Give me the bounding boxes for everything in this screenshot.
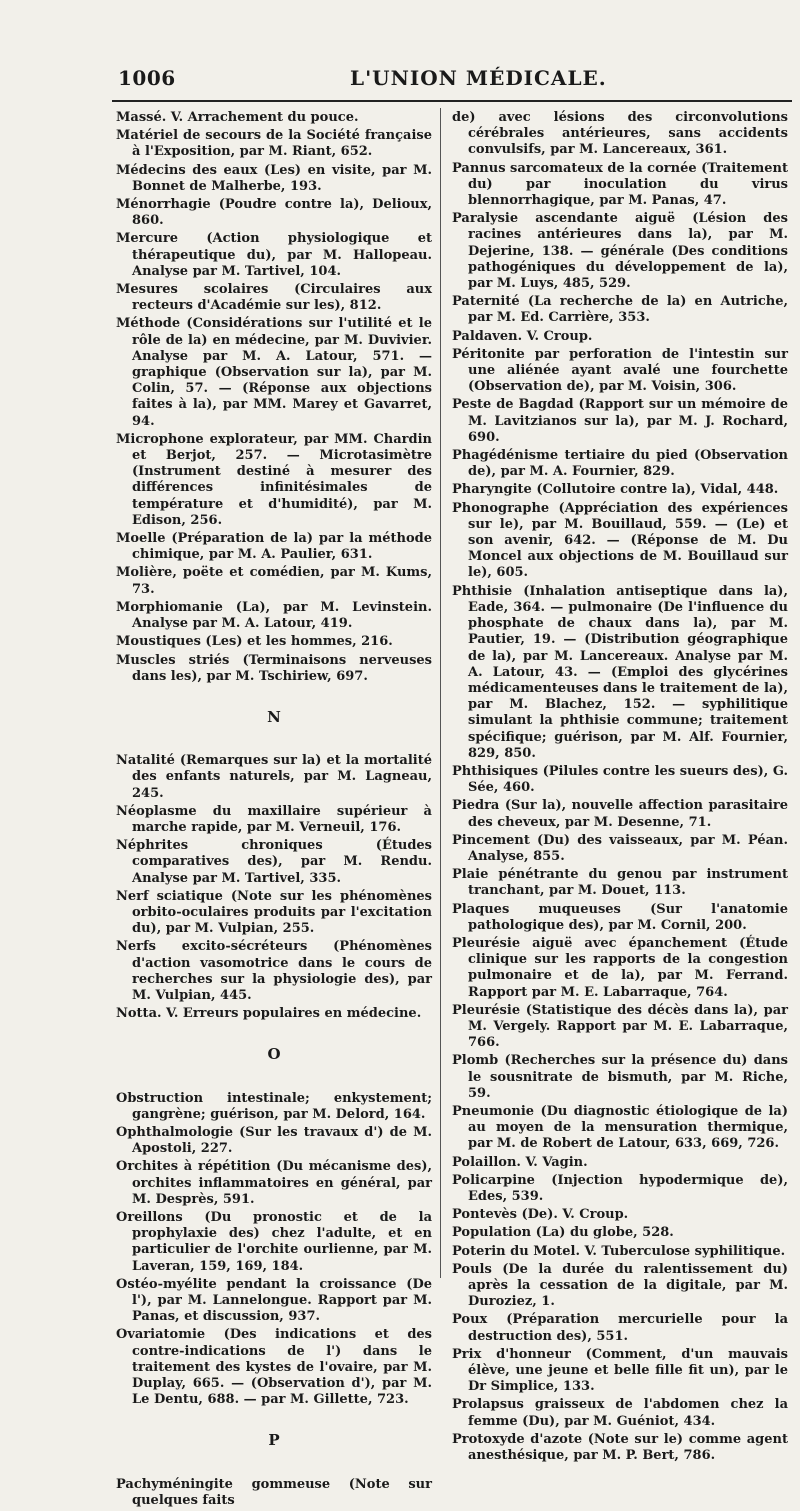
index-entry: Néphrites chroniques (Études comparatives des), par M. Rendu. Analyse par M. Tartivel, 335.	[116, 838, 432, 886]
index-entry: Pachyméningite gommeuse (Note sur quelques faits	[116, 1476, 432, 1508]
index-entry: Population (La) du globe, 528.	[452, 1225, 674, 1241]
index-entry: Poux (Préparation mercurielle pour la destruction des), 551.	[452, 1312, 788, 1344]
index-entry: Pannus sarcomateux de la cornée (Traitement du) par inoculation du virus blennorrhagique, par M. Panas, 47.	[452, 160, 788, 209]
m-section	[116, 110, 432, 685]
index-entry: Plomb (Recherches sur la présence du) dans le sousnitrate de bismuth, par M. Riche, 59.	[452, 1053, 788, 1101]
running-title: L'UNION MÉDICALE.	[350, 66, 607, 90]
index-entry: Moelle (Préparation de la) par la méthode chimique, par M. A. Paulier, 631.	[116, 531, 432, 563]
index-entry: Mercure (Action physiologique et thérapeutique du), par M. Hallopeau. Analyse par M. Tartivel, 104.	[116, 231, 432, 279]
index-entry: Massé. V. Arrachement du pouce.	[116, 110, 359, 125]
index-entry: Moustiques (Les) et les hommes, 216.	[116, 634, 393, 650]
index-entry: Obstruction intestinale; enkystement; gangrène; guérison, par M. Delord, 164.	[116, 1090, 432, 1122]
index-entry: Pontevès (De). V. Croup.	[452, 1207, 629, 1223]
index-entry: Piedra (Sur la), nouvelle affection parasitaire des cheveux, par M. Desenne, 71.	[452, 798, 788, 830]
index-entry: Phagédénisme tertiaire du pied (Observation de), par M. A. Fournier, 829.	[452, 448, 788, 480]
index-entry: Plaques muqueuses (Sur l'anatomie pathologique des), par M. Cornil, 200.	[452, 901, 788, 933]
index-entry: Notta. V. Erreurs populaires en médecine.	[116, 1006, 422, 1022]
index-entry: Méthode (Considérations sur l'utilité et le rôle de la) en médecine, par M. Duvivier. Analyse par M. A. Latour, 571. — graphique (Observation sur la), par M. Colin, 57. — (Réponse aux objections faites à la), par MM. Marey et Gavarret, 94.	[116, 316, 432, 429]
index-entry: Matériel de secours de la Société française à l'Exposition, par M. Riant, 652.	[116, 128, 432, 160]
index-entry: Mesures scolaires (Circulaires aux recteurs d'Académie sur les), 812.	[116, 282, 432, 314]
index-entry: Protoxyde d'azote (Note sur le) comme agent anesthésique, par M. P. Bert, 786.	[452, 1431, 788, 1464]
index-entry: Péritonite par perforation de l'intestin sur une aliénée ayant avalé une fourchette (Observation de), par M. Voisin, 306.	[452, 346, 788, 395]
index-entry: Polaillon. V. Vagin.	[452, 1154, 588, 1170]
index-entry: Nerfs excito-sécréteurs (Phénomènes d'action vasomotrice dans le cours de recherches sur la physiologie des), par M. Vulpian, 445.	[116, 939, 432, 1003]
index-entry: Ovariatomie (Des indications et des contre-indications de l') dans le traitement des kystes de l'ovaire, par M. Duplay, 665. — (Observation d'), par M. Le Dentu, 688. — par M. Gillette, 723.	[116, 1327, 432, 1408]
section-letter-p: P	[268, 1431, 280, 1450]
index-entry: Pharyngite (Collutoire contre la), Vidal, 448.	[452, 482, 779, 498]
index-entry: Paralysie ascendante aiguë (Lésion des racines antérieures dans la), par M. Dejerine, 138. — générale (Des conditions pathogéniques du développement de la), par M. Luys, 485, 529.	[452, 211, 788, 292]
index-entry: Pneumonie (Du diagnostic étiologique de la) au moyen de la mensuration thermique, par M. de Robert de Latour, 633, 669, 726.	[452, 1103, 788, 1152]
index-entry: Néoplasme du maxillaire supérieur à marche rapide, par M. Verneuil, 176.	[116, 803, 432, 835]
index-entry: Pleurésie aiguë avec épanchement (Étude clinique sur les rapports de la congestion pulmonaire et de la), par M. Ferrand. Rapport par M. E. Labarraque, 764.	[452, 935, 788, 1000]
index-entry: Plaie pénétrante du genou par instrument tranchant, par M. Douet, 113.	[452, 867, 788, 899]
index-entry: Oreillons (Du pronostic et de la prophylaxie des) chez l'adulte, et en particulier de l'orchite ourlienne, par M. Laveran, 159, 169, 184.	[116, 1209, 432, 1274]
index-entry: Policarpine (Injection hypodermique de), Edes, 539.	[452, 1172, 788, 1204]
index-entry: Phthisie (Inhalation antiseptique dans la), Eade, 364. — pulmonaire (De l'influence du phosphate de chaux dans la), par M. Pautier, 19. — (Distribution géographique de la), par M. Lancereaux. Analyse par M. A. Latour, 43. — (Emploi des glycérines médicamenteuses dans le traitement de la), par M. Blachez, 152. — syphilitique simulant la phthisie commune; traitement spécifique; guérison, par M. Alf. Fournier, 829, 850.	[452, 583, 789, 761]
index-entry: Morphiomanie (La), par M. Levinstein. Analyse par M. A. Latour, 419.	[116, 599, 432, 632]
section-letter-n: N	[267, 707, 281, 726]
index-entry: Ophthalmologie (Sur les travaux d') de M. Apostoli, 227.	[116, 1124, 432, 1157]
index-entry-continuation: de) avec lésions des circonvolutions cérébrales antérieures, sans accidents convulsifs, par M. Lancereaux, 361.	[452, 110, 788, 158]
index-entry: Phonographe (Appréciation des expériences sur le), par M. Bouillaud, 559. — (Le) et son avenir, 642. — (Réponse de M. Du Moncel aux objections de M. Bouillaud sur le), 605.	[452, 500, 788, 581]
p-section	[116, 1477, 432, 1509]
index-entry: Molière, poëte et comédien, par M. Kums, 73.	[116, 565, 432, 597]
index-entry: Phthisiques (Pilules contre les sueurs des), G. Sée, 460.	[452, 763, 788, 796]
left-column	[116, 110, 432, 1511]
column-divider	[440, 108, 441, 1278]
index-entry: Poterin du Motel. V. Tuberculose syphilitique.	[452, 1243, 786, 1259]
index-entry: Nerf sciatique (Note sur les phénomènes orbito-oculaires produits par l'excitation du), par M. Vulpian, 255.	[116, 888, 432, 937]
index-entry: Microphone explorateur, par MM. Chardin et Berjot, 257. — Microtasimètre (Instrument destiné à mesurer des différences infinitésimales de température et d'humidité), par M. Edison, 256.	[116, 431, 432, 528]
index-entry: Pleurésie (Statistique des décès dans la), par M. Vergely. Rapport par M. E. Labarraque, 766.	[452, 1002, 788, 1051]
index-entry: Pouls (De la durée du ralentissement du) après la cessation de la digitale, par M. Duroziez, 1.	[452, 1261, 788, 1310]
index-entry: Ménorrhagie (Poudre contre la), Delioux, 860.	[116, 197, 432, 229]
page-number: 1006	[118, 66, 176, 90]
section-letter-o: O	[267, 1045, 281, 1064]
index-entry: Paldaven. V. Croup.	[452, 328, 593, 344]
page-header	[118, 66, 778, 100]
n-section	[116, 753, 432, 1022]
index-entry: Pincement (Du) des vaisseaux, par M. Péan. Analyse, 855.	[452, 832, 788, 864]
index-entry: Natalité (Remarques sur la) et la mortalité des enfants naturels, par M. Lagneau, 245.	[116, 753, 432, 801]
o-section	[116, 1091, 432, 1409]
index-entry: Ostéo-myélite pendant la croissance (De l'), par M. Lannelongue. Rapport par M. Panas, et discussion, 937.	[116, 1276, 432, 1325]
index-entry: Peste de Bagdad (Rapport sur un mémoire de M. Lavitzianos sur la), par M. J. Rochard, 690.	[452, 397, 788, 445]
index-entry: Médecins des eaux (Les) en visite, par M. Bonnet de Malherbe, 193.	[116, 162, 432, 194]
index-entry: Paternité (La recherche de la) en Autriche, par M. Ed. Carrière, 353.	[452, 294, 788, 326]
index-entry: Muscles striés (Terminaisons nerveuses dans les), par M. Tschiriew, 697.	[116, 652, 432, 684]
right-column	[452, 110, 788, 1466]
index-entry: Prolapsus graisseux de l'abdomen chez la femme (Du), par M. Guéniot, 434.	[452, 1397, 788, 1429]
header-rule	[112, 100, 792, 102]
index-entry: Prix d'honneur (Comment, d'un mauvais élève, une jeune et belle fille fit un), par le Dr Simplice, 133.	[452, 1346, 788, 1395]
index-entry: Orchites à répétition (Du mécanisme des), orchites inflammatoires en général, par M. Desprès, 591.	[116, 1159, 432, 1207]
